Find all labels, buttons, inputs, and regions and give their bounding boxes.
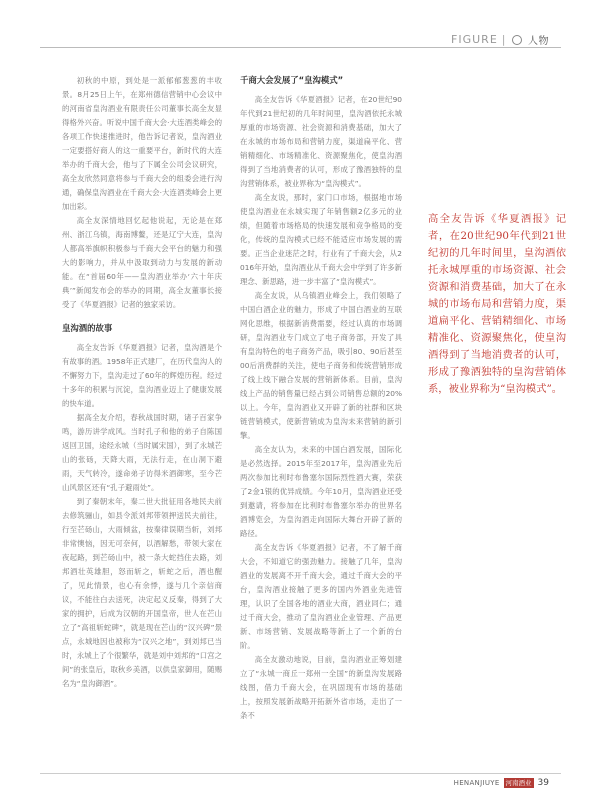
paragraph: 高全友说，那时，家门口市场，根据地市场使皇沟酒业在永城实现了年销售额2亿多元的业绩，但随着市场格局的快速发展和竞争格局的变化，传统的皇沟模式已经不能适应市场发展的需要。正当企业迷茫之时，行业有了千商大会，从2016年开始，皇沟酒业从千商大会中学到了许多新理念、新思路，进一步丰富了“皇沟模式”。 <box>240 193 402 286</box>
header-rule <box>40 47 561 48</box>
page-number: 39 <box>537 778 549 788</box>
text-column-middle <box>240 74 402 723</box>
section-subtitle: 皇沟酒的故事 <box>62 323 113 333</box>
paragraph: 据高全友介绍，春秋战国时期，诸子百家争鸣，游历讲学成风。当时孔子和他的弟子自陈国返回卫国，途经永城（当时属宋国），到了永城芒山的张砀，天降大雨，无法行走，在山洞下避雨，天气转冷，遂命弟子访得米酒御寒，至今芒山风景区还有“孔子避雨处”。 <box>62 413 222 492</box>
text-column-left <box>62 74 222 691</box>
paragraph: 高全友深情地回忆起他说起，无论是在郑州、浙江乌镇，海南博鳌，还是辽宁大连，皇沟人都高举旗帜积极参与千商大会平台的魅力和强大的影响力，并从中汲取到动力与发展的新动能。在“首届60年——皇沟酒业举办‘六十年庆典’”新闻发布会的举办的同期，高全友董事长接受了《华夏酒报》记者的独家采访。 <box>62 216 222 309</box>
magazine-name: HENANJIUYE <box>453 779 500 787</box>
magazine-tag: 河南酒业 <box>505 779 532 787</box>
paragraph: 高全友告诉《华夏酒报》记者，在20世纪90年代到21世纪初的几年时间里，皇沟酒依托永城厚重的市场资源、社会资源和消费基础，加大了在永城的市场布局和营销力度，渠道扁平化、营销精细化、市场精准化、资源聚焦化，使皇沟酒得到了当地消费者的认可，形成了豫酒独特的皇沟营销体系，被业界称为“皇沟模式”。 <box>240 95 402 188</box>
paragraph: 初秋的中原，到处是一派郁郁葱葱的丰收景。8月25日上午，在郑州德信营销中心会议中的河南省皇沟酒业有限责任公司董事长高全友显得格外兴奋。听说中国千商大会·大连酒类峰会的各项工作快速推进时，他告诉记者说，皇沟酒业一定要搭好商人的这一重要平台，新时代的大连举办的千商大会，他与了下属全公司会议研究，高全友欣然同意将参与千商大会的组委会进行沟通，确保皇沟酒业在千商大会·大连酒类峰会上更加出彩。 <box>62 76 222 211</box>
paragraph: 高全友告诉《华夏酒报》记者，皇沟酒是个有故事的酒。1958年正式建厂，在历代皇沟人的不懈努力下，皇沟走过了60年的辉煌历程。经过十多年的积累与沉淀，皇沟酒业迈上了健康发展的快车道。 <box>62 343 222 408</box>
header-divider: | <box>501 33 506 46</box>
section-subtitle: 千商大会发展了“皇沟模式” <box>240 75 344 85</box>
paragraph: 到了秦朝末年，秦二世大批征用各地民夫前去修筑骊山，如县令派刘邦带领押送民夫前往，行至芒砀山，大雨倾盆，按秦律误期当斩，刘邦非常懊恼，因无可奈何，以酒解愁，带领大家在夜起路，到芒砀山中，被一条大蛇挡住去路，刘邦酒壮英雄胆，怒而斩之，斩蛇之后，酒也醒了，见此情景，也心有余悸，遂与几个亲信商议，不能往白去送死，决定起义反秦，得到了大家的拥护，后成为汉朝的开国皇帝，世人在芒山立了“高祖斩蛇碑”，就是现在芒山的“汉兴碑”景点，永城地因也被称为“汉兴之地”，到刘邦已当时，永城上了个很繁华，就是刘中刘邦的“口宫之间”的张皇后，取秋乡美酒，以供皇家御用，随赐名为“皇沟御酒”。 <box>62 497 222 688</box>
paragraph: 高全友告诉《华夏酒报》记者，不了解千商大会，不知道它的强劲魅力。接触了几年，皇沟酒业的发展离不开千商大会，通过千商大会的平台，皇沟酒业接触了更多的国内外酒业先进管理，认识了全国各地的酒业大商，酒业同仁；通过千商大会，推动了皇沟酒业企业管理、产品更新、市场营销、发展战略等新上了一个新的台阶。 <box>240 543 402 650</box>
figure-label: FIGURE <box>451 33 498 46</box>
footer-rule <box>40 773 561 774</box>
circle-icon <box>512 35 522 45</box>
section-label: 人物 <box>528 36 549 47</box>
paragraph: 高全友激动地说，目前，皇沟酒业正筹划建立了“永城一商丘一郑州一全国”的新皇沟发展路线图，借力千商大会，在巩固现有市场的基础上，按照发展新战略开拓新外省市场，走出了一条不 <box>240 655 402 720</box>
pull-quote: 高全友告诉《华夏酒报》记者，在20世纪90年代到21世纪初的几年时间里，皇沟酒依托永城厚重的市场资源、社会资源和消费基础，加大了在永城的市场布局和营销力度，渠道扁平化、营销精细化、市场精准化、资源聚焦化，使皇沟酒得到了当地消费者的认可，形成了豫酒独特的皇沟营销体系，被业界称为“皇沟模式”。 <box>428 213 566 395</box>
page-header <box>451 32 549 47</box>
paragraph: 高全友说，从乌镇酒业峰会上，我们领略了中国白酒企业的魅力，形成了中国白酒业的互联网化思维，根据新消费需要，经过认真的市场调研，皇沟酒业专门成立了电子商务部，开发了具有皇沟特色的电子商务产品，吸引80、90后甚至00后消费群的关注，使电子商务和传统营销形成了线上线下融合发展的营销新体系。目前，皇沟线上产品的销售量已经占到公司销售总额的20%以上。今年，皇沟酒业又开辟了新的社群和区块链营销模式，使新营销成为皇沟未来营销的新引擎。 <box>240 291 402 440</box>
paragraph: 高全友认为，未来的中国白酒发展，国际化是必然选择。2015年至2017年，皇沟酒业先后两次参加比利时布鲁塞尔国际烈性酒大赛，荣获了2金1银的优异成绩。今年10月，皇沟酒业还受到邀请，将参加在比利时布鲁塞尔举办的世界名酒博览会，为皇沟酒走向国际大舞台开辟了新的路径。 <box>240 445 402 538</box>
page-footer <box>454 778 549 788</box>
